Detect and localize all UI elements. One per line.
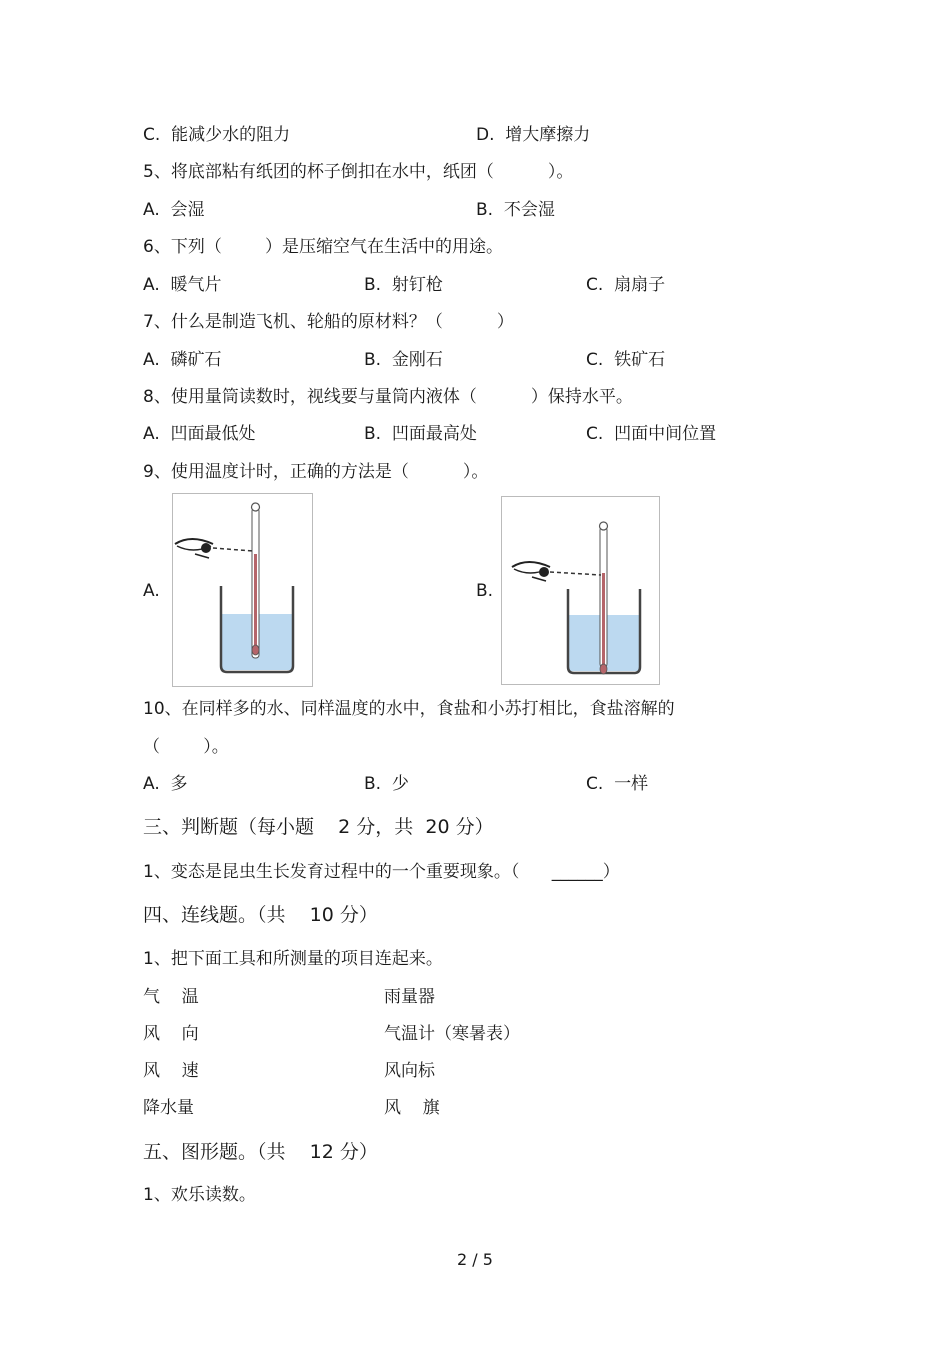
eye-icon	[512, 562, 550, 581]
q7-text: 7、什么是制造飞机、轮船的原材料？（ ）	[143, 312, 514, 332]
q10-option-a: A. 多	[143, 774, 188, 794]
q10-text: 10、在同样多的水、同样温度的水中，食盐和小苏打相比，食盐溶解的	[143, 699, 675, 719]
section3-q1: 1、变态是昆虫生长发育过程中的一个重要现象。（ ______）	[143, 862, 620, 882]
match-right-item: 风 旗	[384, 1098, 440, 1118]
match-left-item: 风 向	[143, 1024, 199, 1044]
q4-option-d: D. 增大摩擦力	[476, 125, 591, 145]
sight-line	[213, 548, 253, 551]
thermometer-figure-a	[172, 493, 313, 687]
thermometer-top	[600, 522, 608, 530]
q7-option-b: B. 金刚石	[364, 350, 443, 370]
q5-text: 5、将底部粘有纸团的杯子倒扣在水中，纸团（ ）。	[143, 162, 574, 182]
thermometer-top	[252, 503, 260, 511]
thermometer-bulb	[252, 645, 259, 655]
q9-option-b: B.	[476, 581, 494, 601]
section4-q1: 1、把下面工具和所测量的项目连起来。	[143, 949, 443, 969]
q10-option-b: B. 少	[364, 774, 409, 794]
match-left-item: 风 速	[143, 1061, 199, 1081]
q8-option-c: C. 凹面中间位置	[586, 424, 717, 444]
q9-text: 9、使用温度计时，正确的方法是（ ）。	[143, 462, 489, 482]
mercury-column	[602, 573, 605, 665]
q7-option-c: C. 铁矿石	[586, 350, 666, 370]
q8-text: 8、使用量筒读数时，视线要与量筒内液体（ ）保持水平。	[143, 387, 633, 407]
match-right-item: 气温计（寒暑表）	[384, 1024, 520, 1044]
q10-option-c: C. 一样	[586, 774, 649, 794]
mercury-column	[254, 554, 257, 650]
thermometer-bulb	[600, 664, 607, 674]
sight-line	[550, 572, 601, 575]
match-left-item: 降水量	[143, 1098, 194, 1118]
section5-q1: 1、欢乐读数。	[143, 1185, 256, 1205]
section5-title: 五、图形题。（共 12 分）	[143, 1141, 378, 1163]
q10-text-blank: （ ）。	[143, 737, 229, 757]
q8-option-a: A. 凹面最低处	[143, 424, 256, 444]
q4-option-c: C. 能减少水的阻力	[143, 125, 291, 145]
q6-option-c: C. 扇扇子	[586, 275, 666, 295]
q6-option-b: B. 射钉枪	[364, 275, 443, 295]
q5-option-b: B. 不会湿	[476, 200, 555, 220]
match-right-item: 风向标	[384, 1061, 435, 1081]
match-left-item: 气 温	[143, 987, 199, 1007]
page-number: 2 / 5	[457, 1250, 493, 1269]
q9-option-a: A.	[143, 581, 160, 601]
eye-icon	[175, 539, 213, 558]
q6-option-a: A. 暖气片	[143, 275, 222, 295]
q6-text: 6、下列（ ）是压缩空气在生活中的用途。	[143, 237, 504, 257]
section4-title: 四、连线题。（共 10 分）	[143, 904, 378, 926]
q8-option-b: B. 凹面最高处	[364, 424, 477, 444]
q7-option-a: A. 磷矿石	[143, 350, 222, 370]
match-right-item: 雨量器	[384, 987, 435, 1007]
section3-title: 三、判断题（每小题 2 分，共 20 分）	[143, 816, 494, 838]
thermometer-figure-b	[501, 496, 660, 685]
q5-option-a: A. 会湿	[143, 200, 205, 220]
